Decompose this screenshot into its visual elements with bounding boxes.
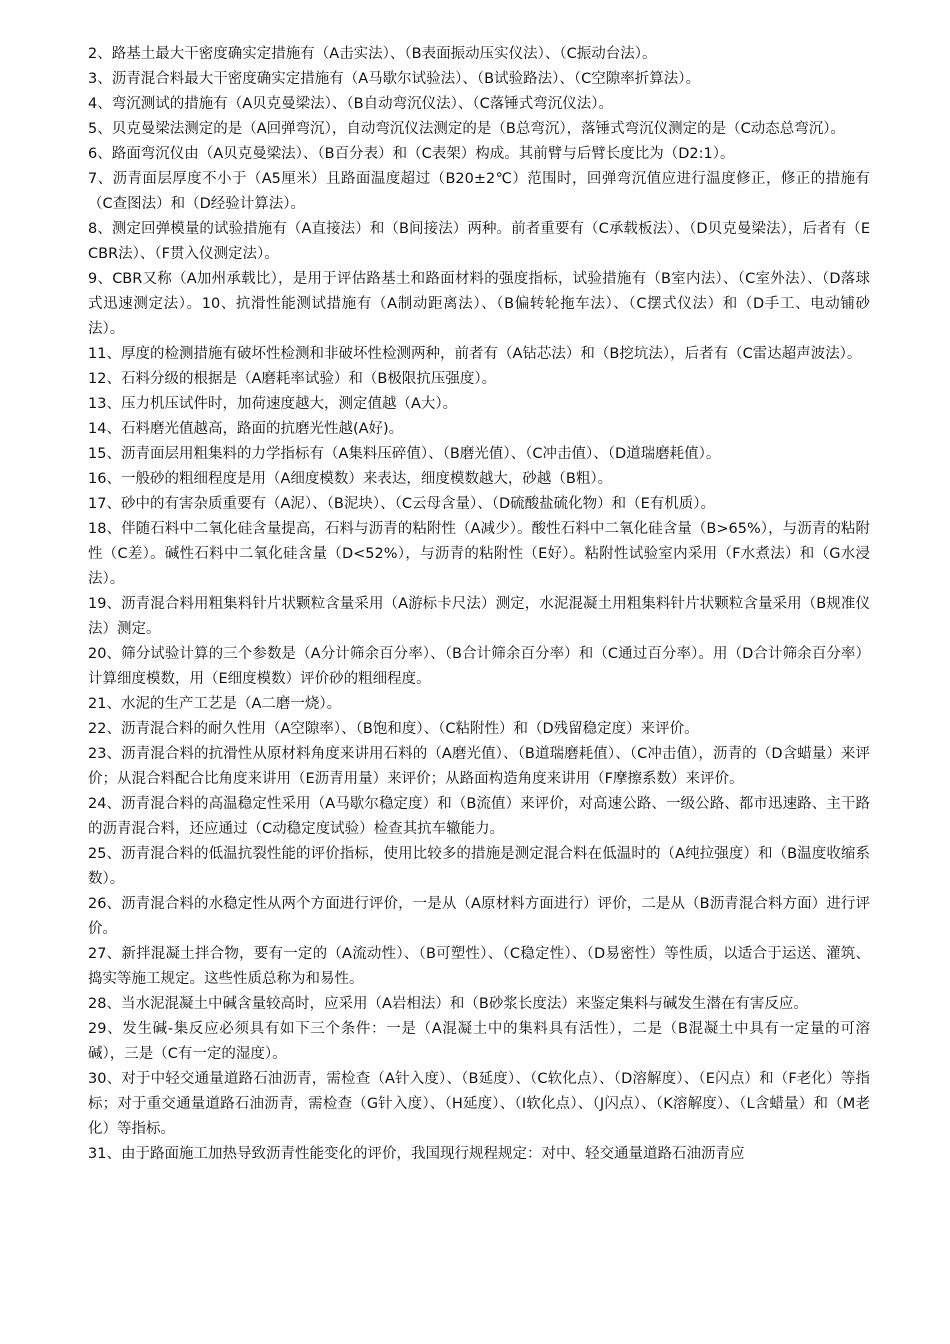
question-item: 11、厚度的检测措施有破坏性检测和非破坏性检测两种，前者有（A钻芯法）和（B挖坑法），后者有（C雷达超声波法）。: [88, 346, 862, 362]
question-item: 3、沥青混合料最大干密度确实定措施有（A马歇尔试验法）、（B试验路法）、（C空隙率折算法）。: [88, 71, 700, 87]
question-item: 31、由于路面施工加热导致沥青性能变化的评价，我国现行规程规定：对中、轻交通量道路石油沥青应: [88, 1146, 745, 1162]
question-item: 17、砂中的有害杂质重要有（A泥）、（B泥块）、（C云母含量）、（D硫酸盐硫化物）和（E有机质）。: [88, 496, 716, 512]
question-item: 19、沥青混合料用粗集料针片状颗粒含量采用（A游标卡尺法）测定，水泥混凝土用粗集料针片状颗粒含量采用（B规准仪法）测定。: [88, 596, 870, 637]
question-item: 15、沥青面层用粗集料的力学指标有（A集料压碎值）、（B磨光值）、（C冲击值）、（D道瑞磨耗值）。: [88, 446, 721, 462]
question-item: 18、伴随石料中二氧化硅含量提高，石料与沥青的粘附性（A减少）。酸性石料中二氧化硅含量（B>65%），与沥青的粘附性（C差）。碱性石料中二氧化硅含量（D<52%），与沥青的粘附性（E好）。粘附性试验室内采用（F水煮法）和（G水浸法）。: [88, 521, 870, 587]
question-item: 25、沥青混合料的低温抗裂性能的评价指标，使用比较多的措施是测定混合料在低温时的（A纯拉强度）和（B温度收缩系数）。: [88, 846, 870, 887]
question-item: 24、沥青混合料的高温稳定性采用（A马歇尔稳定度）和（B流值）来评价，对高速公路、一级公路、都市迅速路、主干路的沥青混合料，还应通过（C动稳定度试验）检查其抗车辙能力。: [88, 796, 870, 837]
question-item: 8、测定回弹模量的试验措施有（A直接法）和（B间接法）两种。前者重要有（C承载板法）、（D贝克曼梁法），后者有（E CBR法）、（F贯入仪测定法）。: [88, 221, 870, 262]
question-item: 13、压力机压试件时，加荷速度越大，测定值越（A大）。: [88, 396, 458, 412]
question-item: 27、新拌混凝土拌合物，要有一定的（A流动性）、（B可塑性）、（C稳定性）、（D易密性）等性质，以适合于运送、灌筑、捣实等施工规定。这些性质总称为和易性。: [88, 946, 870, 987]
question-item: 22、沥青混合料的耐久性用（A空隙率）、（B饱和度）、（C粘附性）和（D残留稳定度）来评价。: [88, 721, 699, 737]
question-item: 2、路基土最大干密度确实定措施有（A击实法）、（B表面振动压实仪法）、（C振动台法）。: [88, 46, 657, 62]
question-item: 12、石料分级的根据是（A磨耗率试验）和（B极限抗压强度）。: [88, 371, 497, 387]
question-item: 29、发生碱-集反应必须具有如下三个条件：一是（A混凝土中的集料具有活性），二是（B混凝土中具有一定量的可溶碱），三是（C有一定的湿度）。: [88, 1021, 870, 1062]
question-item: 16、一般砂的粗细程度是用（A细度模数）来表达，细度模数越大，砂越（B粗）。: [88, 471, 613, 487]
question-item: 20、筛分试验计算的三个参数是（A分计筛余百分率）、（B合计筛余百分率）和（C通过百分率）。用（D合计筛余百分率）计算细度模数，用（E细度模数）评价砂的粗细程度。: [88, 646, 870, 687]
question-item: 21、水泥的生产工艺是（A二磨一烧）。: [88, 696, 342, 712]
question-item: 9、CBR又称（A加州承载比），是用于评估路基土和路面材料的强度指标，试验措施有（B室内法）、（C室外法）、（D落球式迅速测定法）。10、抗滑性能测试措施有（A制动距离法）、（B偏转轮拖车法）、（C摆式仪法）和（D手工、电动铺砂法）。: [88, 271, 870, 337]
question-item: 6、路面弯沉仪由（A贝克曼梁法）、（B百分表）和（C表架）构成。其前臂与后臂长度比为（D2:1）。: [88, 146, 735, 162]
question-item: 5、贝克曼梁法测定的是（A回弹弯沉），自动弯沉仪法测定的是（B总弯沉），落锤式弯沉仪测定的是（C动态总弯沉）。: [88, 121, 845, 137]
question-item: 26、沥青混合料的水稳定性从两个方面进行评价，一是从（A原材料方面进行）评价，二是从（B沥青混合料方面）进行评价。: [88, 896, 870, 937]
question-item: 14、石料磨光值越高，路面的抗磨光性越(A好)。: [88, 421, 404, 437]
question-item: 30、对于中轻交通量道路石油沥青，需检查（A针入度）、（B延度）、（C软化点）、（D溶解度）、（E闪点）和（F老化）等指标；对于重交通量道路石油沥青，需检查（G针入度）、（H延度）、（I软化点）、（J闪点）、（K溶解度）、（L含蜡量）和（M老化）等指标。: [88, 1071, 870, 1137]
question-item: 7、沥青面层厚度不小于（A5厘米）且路面温度超过（B20±2℃）范围时，回弹弯沉值应进行温度修正，修正的措施有（C查图法）和（D经验计算法）。: [88, 171, 870, 212]
question-item: 28、当水泥混凝土中碱含量较高时，应采用（A岩相法）和（B砂浆长度法）来鉴定集料与碱发生潜在有害反应。: [88, 996, 808, 1012]
question-item: 23、沥青混合料的抗滑性从原材料角度来讲用石料的（A磨光值）、（B道瑞磨耗值）、（C冲击值），沥青的（D含蜡量）来评价；从混合料配合比角度来讲用（E沥青用量）来评价；从路面构造角度来讲用（F摩擦系数）来评价。: [88, 746, 870, 787]
document-page: [88, 42, 870, 1167]
question-item: 4、弯沉测试的措施有（A贝克曼梁法）、（B自动弯沉仪法）、（C落锤式弯沉仪法）。: [88, 96, 613, 112]
